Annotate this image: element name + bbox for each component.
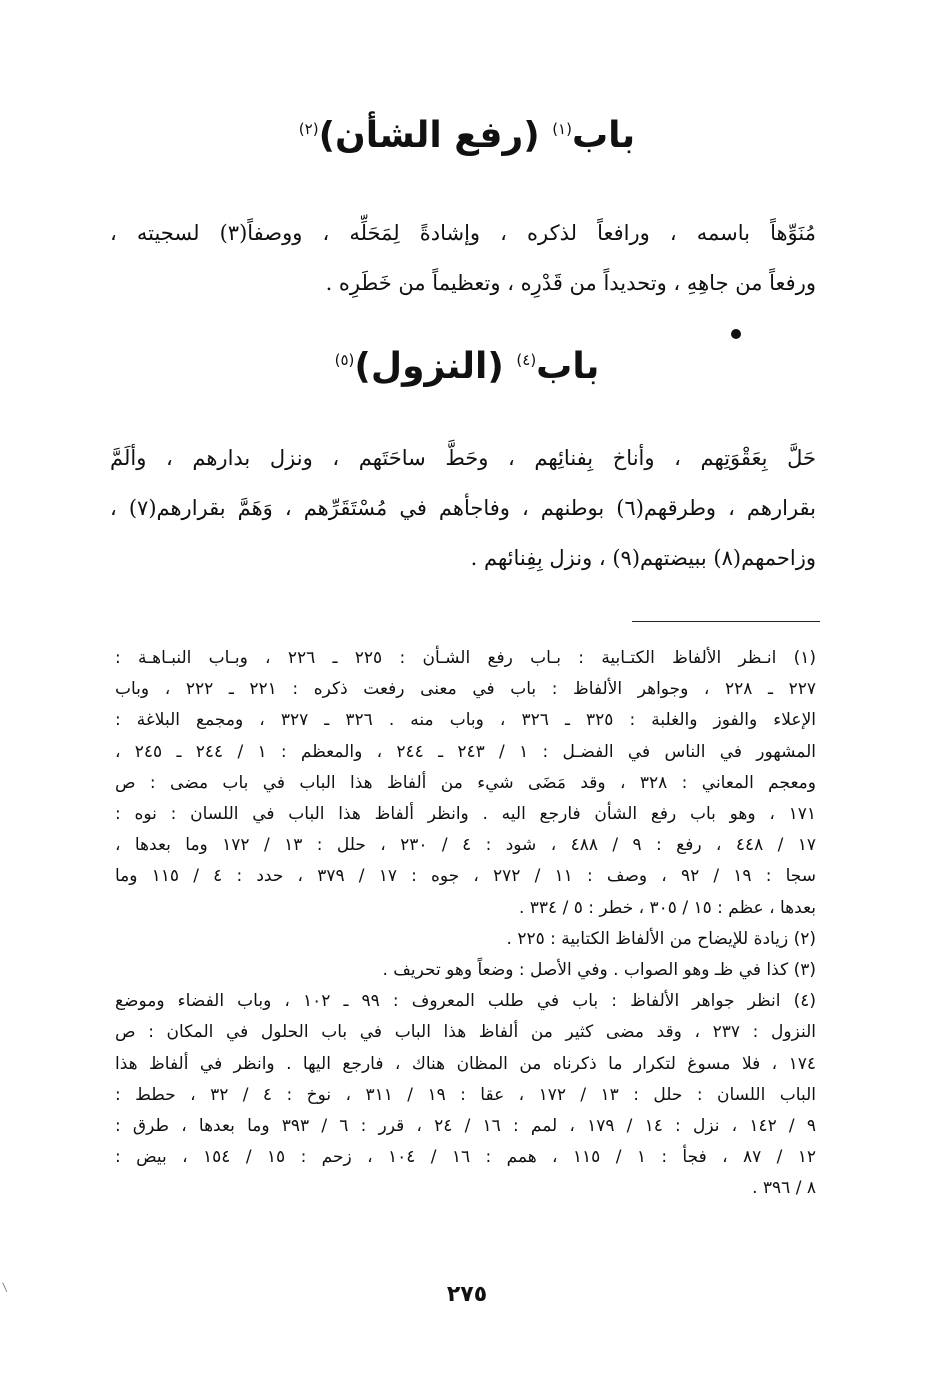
paragraph-line: مُنَوِّهاً باسمه ، ورافعاً لذكره ، وإشادةً لِمَحَلِّه ، ووصفاً(٣) لسجيته ، [110, 221, 816, 245]
paragraph-line: حَلَّ بِعَقْوَتِهم ، وأناخ بِفنائِهم ، وحَطَّ ساحَتَهم ، ونزل بدارهم ، وألَمَّ [110, 446, 816, 470]
footnote-line: ١٧٤ ، فلا مسوغ لتكرار ما ذكرناه من المظان هناك ، فارجع اليها . وانظر في ألفاظ هذا [115, 1053, 816, 1074]
paragraph-raf-alshan [110, 208, 816, 308]
page-number: ٢٧٥ [446, 1282, 488, 1307]
footnote-3 [115, 955, 816, 986]
heading-word: باب [571, 115, 636, 156]
footnote-ref: (١) [552, 120, 572, 138]
footnotes [115, 643, 816, 1205]
footnote-line: (١) انـظر الألفاظ الكتـابية : بـاب رفع الشـأن : ٢٢٥ ـ ٢٢٦ ، وبـاب النبـاهـة : [115, 648, 816, 668]
footnote-line: ٨ / ٣٩٦ . [752, 1178, 816, 1199]
footnote-line: (٢) زيادة للإيضاح من الألفاظ الكتابية : ٢٢٥ . [506, 928, 816, 949]
section-heading-nuzul [110, 343, 824, 391]
footnote-line: الباب اللسان : حلل : ١٣ / ١٧٢ ، عقا : ١٩ / ٣١١ ، نوخ : ٤ / ٣٢ ، حطط : [115, 1084, 816, 1105]
footnote-line: ١٧ / ٤٤٨ ، رفع : ٩ / ٤٨٨ ، شود : ٤ / ٢٣٠ ، حلل : ١٣ / ١٧٢ وما بعدها ، [115, 835, 816, 856]
footnote-ref: (٥) [334, 351, 355, 369]
footnote-line: ٢٢٧ ـ ٢٢٨ ، وجواهر الألفاظ : باب في معنى رفعت ذكره : ٢٢١ ـ ٢٢٢ ، وباب [115, 679, 816, 700]
footnote-line: ومعجم المعاني : ٣٢٨ ، وقد مَضَى شيء من ألفاظ هذا الباب في باب مضى : ص [115, 772, 816, 793]
paragraph-line: ورفعاً من جاهِهِ ، وتحديداً من قَدْرِه ، وتعظيماً من خَطَرِه . [325, 271, 816, 295]
footnote-line: (٤) انظر جواهر الألفاظ : باب في طلب المعروف : ٩٩ ـ ١٠٢ ، وباب الفضاء وموضع [115, 991, 816, 1012]
footnote-ref: (٤) [516, 351, 537, 369]
footnote-2 [115, 924, 816, 955]
footnote-line: ١٧١ ، وهو باب رفع الشأن فارجع اليه . وانظر ألفاظ هذا الباب في اللسان : نوه : [115, 804, 816, 825]
heading-word: باب [536, 346, 600, 387]
footnote-line: بعدها ، عظم : ١٥ / ٣٠٥ ، خطر : ٥ / ٣٣٤ . [518, 897, 816, 918]
footnote-line: (٣) كذا في ظـ وهو الصواب . وفي الأصل : وضعاً وهو تحريف . [382, 960, 816, 981]
footnote-1 [115, 643, 816, 924]
footnote-ref: (٢) [298, 120, 319, 138]
heading-title: (رفع الشأن) [318, 115, 540, 156]
footnote-line: سجا : ١٩ / ٩٢ ، وصف : ١١ / ٢٧٢ ، جوه : ١٧ / ٣٧٩ ، حدد : ٤ / ١١٥ وما [115, 866, 817, 887]
section-heading-raf-alshan [110, 112, 824, 160]
paragraph-line: بقرارهم ، وطرقهم(٦) بوطنهم ، وفاجأهم في مُسْتَقَرِّهم ، وَهَمَّ بقرارهم(٧) ، [110, 496, 816, 520]
footnote-line: المشهور في الناس في الفضـل : ١ / ٢٤٣ ـ ٢٤٤ ، والمعظم : ١ / ٢٤٤ ـ ٢٤٥ ، [115, 741, 817, 762]
footnote-line: النزول : ٢٣٧ ، وقد مضى كثير من ألفاظ هذا الباب في باب الحلول في المكان : ص [115, 1022, 816, 1043]
footnote-line: ٩ / ١٤٢ ، نزل : ١٤ / ١٧٩ ، لمم : ١٦ / ٢٤ ، قرر : ٦ / ٣٩٣ وما بعدها ، طرق : [115, 1116, 816, 1137]
paragraph-line: وزاحمهم(٨) ببيضتهم(٩) ، ونزل بِفِنائهم . [470, 546, 816, 570]
heading-title: (النزول) [354, 346, 504, 387]
footnote-4 [115, 986, 816, 1204]
footnote-separator [632, 621, 820, 622]
paragraph-nuzul [110, 433, 816, 583]
ink-dot [731, 329, 741, 339]
footnote-line: الإعلاء والفوز والغلبة : ٣٢٥ ـ ٣٢٦ ، وباب منه . ٣٢٦ ـ ٣٢٧ ، ومجمع البلاغة : [115, 710, 816, 731]
footnote-line: ١٢ / ٨٧ ، فجأ : ١ / ١١٥ ، همم : ١٦ / ١٠٤ ، زحم : ١٥ / ١٥٤ ، بيض : [115, 1147, 816, 1168]
